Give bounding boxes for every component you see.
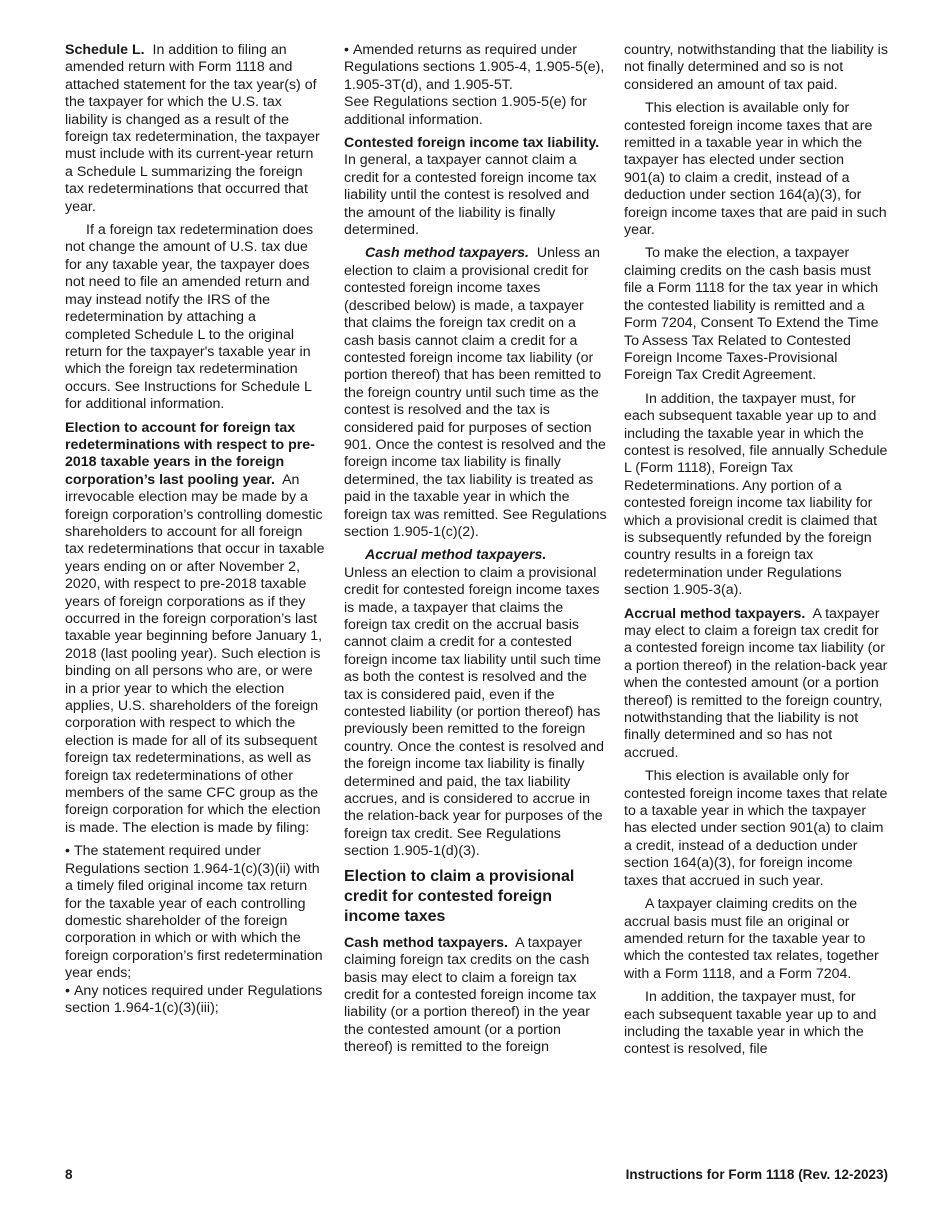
election-heading: Election to account for foreign tax redeterminations with respect to pre-2018 taxable years in the foreign corporation’s last pooling year. (65, 419, 315, 488)
bullet-text: Any notices required under Regulations section 1.964-1(c)(3)(iii); (65, 982, 323, 1016)
contested-text: In general, a taxpayer cannot claim a credit for a contested foreign income tax liability until the contest is resolved and the amount of the liability is finally determined. (344, 152, 597, 239)
accrual-election-text: A taxpayer may elect to claim a foreign tax credit for a contested foreign income tax liability (or a portion thereof) in the relation-back year when the contested amount (or a portion thereof) is remitted to the foreign country, notwithstanding that the liability is not finally determined and so has not accrued. (624, 605, 888, 761)
column-right (624, 42, 888, 1065)
continuation-paragraph: country, notwithstanding that the liability is not finally determined and so is not considered an amount of tax paid. (624, 42, 888, 93)
accrual-method-paragraph (344, 547, 607, 860)
cash-method-text: Unless an election to claim a provisional credit for contested foreign income taxes (described below) is made, a taxpayer that claims the foreign tax credit on a cash basis cannot claim a credit for a contested foreign income tax liability (or portion thereof) that has been remitted to the foreign country until such time as the contest is resolved and the tax is considered paid for purposes of section 901. Once the contest is resolved and the foreign income tax liability is finally determined, the tax liability is treated as paid in the taxable year in which the foreign tax was remitted. See Regulations section 1.905-1(c)(2). (344, 245, 607, 540)
bullet-icon: • (65, 843, 70, 860)
cash-election-heading: Cash method taxpayers. (344, 934, 509, 951)
schedule-l-annual-paragraph: In addition, the taxpayer must, for each subsequent taxable year up to and including the taxable year in which the contest is resolved, file annually Schedule L (Form 1118), Foreign Tax Redeterminations. Any portion of a contested foreign income tax liability for which a provisional credit is claimed that is subsequently refunded by the foreign country results in a foreign tax redetermination under Regulations section 1.905-3(a). (624, 390, 888, 599)
schedule-l-paragraph (65, 42, 325, 216)
bullet-text: The statement required under Regulations section 1.964-1(c)(3)(ii) with a timely filed original income tax return for the taxable year of each controlling domestic shareholder of the foreign corporation in which or with which the foreign corporation’s first redetermination year ends; (65, 843, 323, 982)
bullet-item (65, 983, 325, 1018)
cash-method-heading: Cash method taxpayers. (365, 245, 530, 262)
cash-method-paragraph (344, 245, 607, 541)
accrual-filing-paragraph: A taxpayer claiming credits on the accrual basis must file an original or amended return for the taxable year to which the contested tax relates, together with a Form 1118, and a Form 7204. (624, 896, 879, 982)
footer-title: Instructions for Form 1118 (Rev. 12-2023) (625, 1167, 888, 1182)
provisional-credit-heading: Election to claim a provisional credit for contested foreign income taxes (344, 867, 575, 925)
accrual-availability-paragraph: This election is available only for contested foreign income taxes that relate to a taxable year in which the taxpayer has elected under section 901(a) to claim a credit, instead of a deduction under section 164(a)(3), for foreign income taxes that accrued in such year. (624, 768, 888, 889)
cash-election-text: A taxpayer claiming foreign tax credits on the cash basis may elect to claim a foreign tax credit for a contested foreign income tax liability (or a portion thereof) in the year the contested amount (or a portion thereof) is remitted to the foreign (344, 934, 597, 1056)
contested-paragraph (344, 135, 607, 239)
accrual-election-heading: Accrual method taxpayers. (624, 605, 806, 622)
bullet-item (65, 843, 325, 982)
page-number: 8 (65, 1167, 73, 1182)
election-paragraph (65, 420, 325, 838)
bullet-icon: • (65, 982, 70, 999)
accrual-election-paragraph (624, 606, 888, 763)
column-middle (344, 42, 607, 1063)
redetermination-paragraph: If a foreign tax redetermination does not change the amount of U.S. tax due for any taxable year, the taxpayer does not need to file an amended return and may instead notify the IRS of the redetermination by attaching a completed Schedule L to the original return for the taxpayer's taxable year in which the foreign tax redetermination occurs. See Instructions for Schedule L for additional information. (65, 222, 314, 413)
column-left (65, 42, 325, 1017)
bullet-item (344, 42, 607, 94)
accrual-method-heading: Accrual method taxpayers. (365, 547, 547, 564)
accrual-method-text: Unless an election to claim a provisional credit for contested foreign income taxes is made, a taxpayer that claims the foreign tax credit on the accrual basis cannot claim a credit for a contested foreign income tax liability until such time as both the contest is resolved and the tax is considered paid, even if the contested liability (or portion thereof) has previously been remitted to the foreign country. Once the contest is resolved and the foreign income tax liability is finally determined and paid, the tax liability accrues, and is considered to accrue in the relation-back year for purposes of the foreign tax credit. See Regulations section 1.905-1(d)(3). (344, 564, 604, 860)
election-text: An irrevocable election may be made by a foreign corporation’s controlling domestic shareholders to account for all foreign tax redeterminations that occur in taxable years ending on or after November 2, 2020, with respect to pre-2018 taxable years of foreign corporations as if they occurred in the foreign corporation’s last taxable year beginning before January 1, 2018 (last pooling year). Such election is binding on all persons who are, or were in a prior year to which the election applies, U.S. shareholders of the foreign corporation with respect to which the election is made for all of its subsequent foreign tax redeterminations, as well as foreign tax redeterminations of other members of the same CFC group as the foreign corporation for which the election is made. The election is made by filing: (65, 471, 325, 836)
see-paragraph: See Regulations section 1.905-5(e) for additional information. (344, 94, 587, 128)
availability-paragraph: This election is available only for contested foreign income taxes that are remitted in a taxable year in which the taxpayer has elected under section 901(a) to claim a credit, instead of a deduction under section 164(a)(3), for foreign income taxes that are paid in such year. (624, 100, 887, 239)
make-election-paragraph: To make the election, a taxpayer claiming credits on the cash basis must file a Form 1118 for the tax year in which the contested liability is remitted and a Form 7204, Consent To Extend the Time To Assess Tax Related to Contested Foreign Income Taxes-Provisional Foreign Tax Credit Agreement. (624, 245, 879, 384)
schedule-l-heading: Schedule L. (65, 42, 145, 58)
subsequent-year-paragraph: In addition, the taxpayer must, for each subsequent taxable year up to and including the taxable year in which the contest is resolved, file (624, 989, 877, 1058)
contested-heading: Contested foreign income tax liability. (344, 135, 600, 152)
cash-election-paragraph (344, 935, 607, 1057)
bullet-icon: • (344, 42, 349, 58)
schedule-l-text: In addition to filing an amended return with Form 1118 and attached statement for the tax year(s) of the taxpayer for which the U.S. tax liability is changed as a result of the foreign tax redetermination, the taxpayer must include with its current-year return a Schedule L summarizing the foreign tax redeterminations that occurred that year. (65, 42, 320, 215)
bullet-text: Amended returns as required under Regulations sections 1.905-4, 1.905-5(e), 1.905-3T(d), and 1.905-5T. (344, 42, 605, 93)
